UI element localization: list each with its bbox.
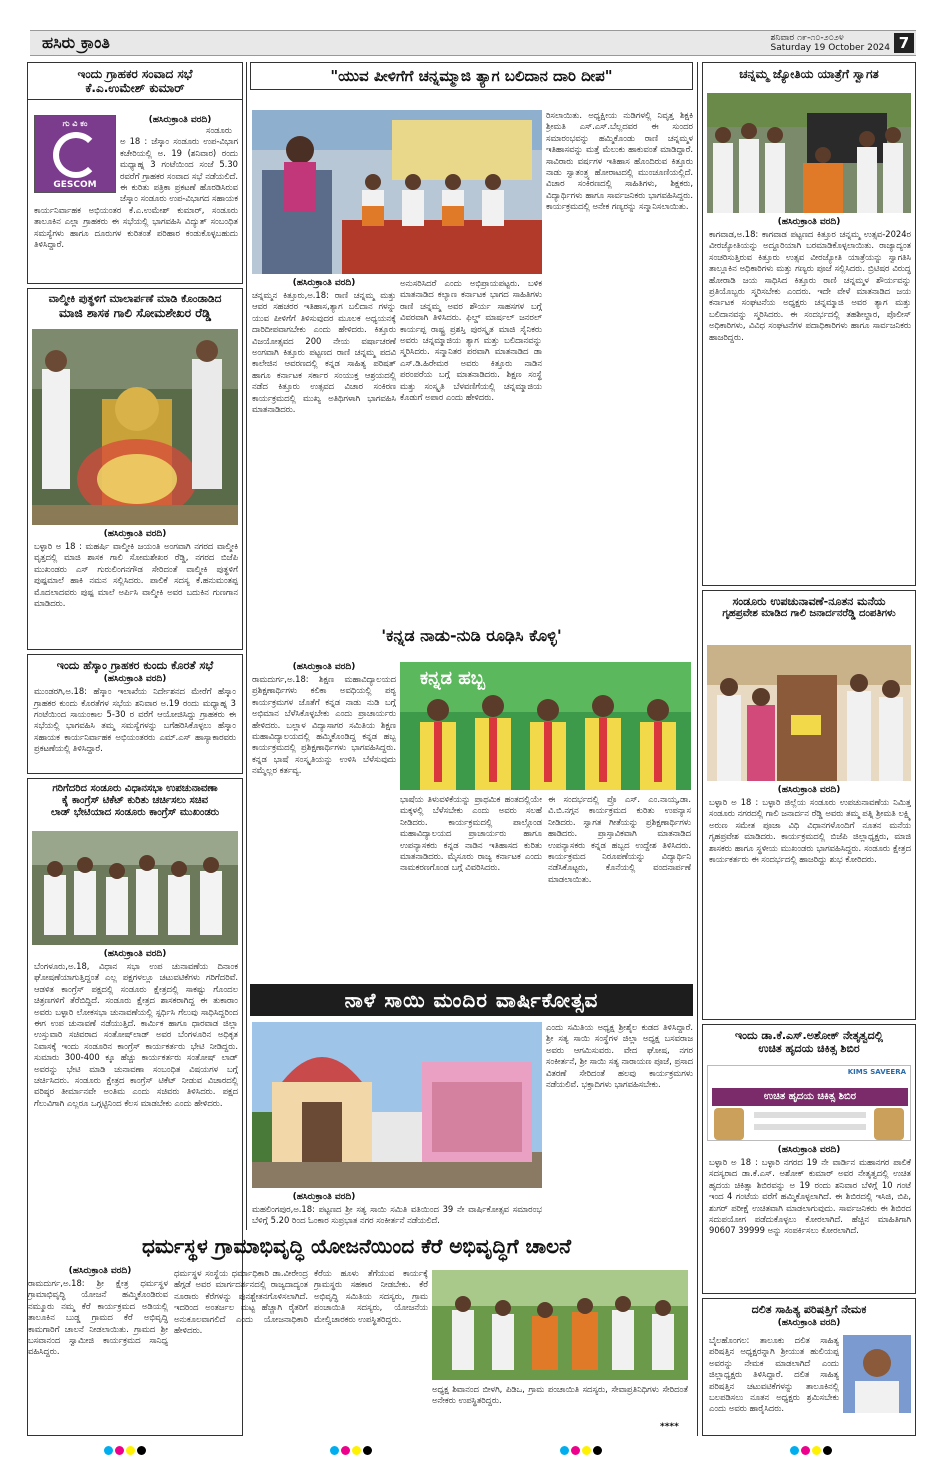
logo-text: ಗು ವಿ ಕಂ xyxy=(62,119,88,128)
headline-sub: ಮಾಜಿ ಶಾಸಕ ಗಾಲಿ ಸೋಮಶೇಖರ ರೆಡ್ಡಿ xyxy=(58,305,212,320)
end-mark: **** xyxy=(660,1422,679,1432)
headline-sub: ಗೃಹಪ್ರವೇಶ ಮಾಡಿದ ಗಾಲಿ ಜನಾರ್ದನರೆಡ್ಡಿ ದಂಪತಿಗಳು xyxy=(722,608,896,620)
article-dharmasthala xyxy=(20,1234,693,1436)
article-body: ಬಳ್ಳಾರಿ ಅ 18 : ಬಳ್ಳಾರಿ ನಗರದ 19 ನೇ ವಾರ್ಡಿನ ಮಹಾನಗರ ಪಾಲಿಕೆ ಸದಸ್ಯರಾದ ಡಾ.ಕೆ.ಎಸ್. ಅಶೋಕ್ ಕುಮಾರ್ ಅವರ ನೇತೃತ್ವದಲ್ಲಿ ಉಚಿತ ಹೃದಯ ಚಿಕಿತ್ಸಾ ಶಿಬಿರವನ್ನು ಅ 19 ರಂದು ಶನಿವಾರ ಬೆಳಿಗ್ಗೆ 10 ಗಂಟೆ ಇಂದ 4 ಗಂಟೆಯ ವರೆಗೆ ಹಮ್ಮಿಕೊಳ್ಳಲಾಗಿದೆ. ಈ ಶಿಬಿರದಲ್ಲಿ ಇಸಿಜಿ, ಬಿಪಿ, ಶುಗರ್ ಪರೀಕ್ಷೆ ಉಚಿತವಾಗಿ ಮಾಡಲಾಗುವುದು. ಸಾರ್ವಜನಿಕರು ಈ ಶಿಬಿರದ ಸದುಪಯೋಗ ಪಡೆದುಕೊಳ್ಳಲು ಕೋರಲಾಗಿದೆ. ಹೆಚ್ಚಿನ ಮಾಹಿತಿಗಾಗಿ 90607 39999 ಅನ್ನು ಸಂಪರ್ಕಿಸಲು ಕೋರಲಾಗಿದೆ. xyxy=(709,1157,911,1236)
headline: 'ಕನ್ನಡ ನಾಡು-ನುಡಿ ರೂಢಿಸಿ ಕೊಳ್ಳಿ' xyxy=(381,626,562,645)
center-column xyxy=(250,62,693,1437)
print-dot xyxy=(115,1446,124,1455)
griha-pravesha-photo xyxy=(707,645,911,781)
article-jyothi-yatra xyxy=(702,62,916,586)
article-col1: ರಾಮದುರ್ಗ,ಅ.18: ಶಿಕ್ಷಣ ಮಹಾವಿದ್ಯಾಲಯದ ಪ್ರಶಿಕ್ಷಣಾರ್ಥಿಗಳು ಕಲಿಕಾ ಅವಧಿಯಲ್ಲಿ ಪಠ್ಯ ಕಾರ್ಯಕ್ರಮಗಳ ಜೊತೆಗೆ ಕನ್ನಡ ನಾಡು ನುಡಿ ಬಗ್ಗೆ ಅಭಿಮಾನ ಬೆಳೆಸಿಕೊಳ್ಳಬೇಕು ಎಂದು ಪ್ರಾಚಾರ್ಯರು ಹೇಳಿದರು. ಬಲ್ಲಾಳ ವಿದ್ಯಾಸಾಗರ ಸಮಿತಿಯ ಶಿಕ್ಷಣ ಮಹಾವಿದ್ಯಾಲಯದಲ್ಲಿ ಹಮ್ಮಿಕೊಂಡಿದ್ದ ಕನ್ನಡ ಹಬ್ಬ ಕಾರ್ಯಕ್ರಮದಲ್ಲಿ ಪ್ರಶಿಕ್ಷಣಾರ್ಥಿಗಳು ಭಾಗವಹಿಸಿದ್ದರು. ಕನ್ನಡ ಭಾಷೆ ಸಂಸ್ಕೃತಿಯನ್ನು ಉಳಿಸಿ ಬೆಳೆಸುವುದು ನಮ್ಮೆಲ್ಲರ ಕರ್ತವ್ಯ. xyxy=(252,674,396,776)
headline: ಇಂದು ಗ್ರಾಹಕರ ಸಂವಾದ ಸಭೆ xyxy=(77,67,193,81)
poster-portrait-right xyxy=(874,1108,904,1140)
article-col2: ಎಂದು ಸಮಿತಿಯ ಅಧ್ಯಕ್ಷ ಶ್ರೀಶೈಲ ಕುಡದ ತಿಳಿಸಿದ್ದಾರೆ. ಶ್ರೀ ಸತ್ಯ ಸಾಯಿ ಸಂಸ್ಥೆಗಳ ಜಿಲ್ಲಾ ಅಧ್ಯಕ್ಷ ಬಸವರಾಜ ಅವರು ಆಗಮಿಸುವರು. ವೇದ ಘೋಷ, ನಗರ ಸಂಕೀರ್ತನೆ, ಶ್ರೀ ಸಾಯಿ ಸತ್ಯ ನಾರಾಯಣ ಪೂಜೆ, ಪ್ರಸಾದ ವಿತರಣೆ ಸೇರಿದಂತೆ ಹಲವು ಕಾರ್ಯಕ್ರಮಗಳು ನಡೆಯಲಿವೆ. ಭಕ್ತಾದಿಗಳು ಭಾಗವಹಿಸಬೇಕು. xyxy=(546,1022,693,1090)
poster-portrait-left xyxy=(714,1108,744,1140)
lake-ceremony-photo xyxy=(432,1270,688,1380)
print-dot xyxy=(790,1446,799,1455)
headline: "ಯುವ ಪೀಳಿಗೆಗೆ ಚನ್ನಮ್ಮಾಜಿ ತ್ಯಾಗ ಬಲಿದಾನ ದಾರಿ ದೀಪ" xyxy=(250,62,693,90)
page-number: 7 xyxy=(894,33,914,53)
dateline: (ಹಸಿರುಕ್ರಾಂತಿ ವರದಿ) xyxy=(777,785,841,795)
dateline: (ಹಸಿರುಕ್ರಾಂತಿ ವರದಿ) xyxy=(777,1318,841,1329)
print-dot xyxy=(801,1446,810,1455)
article-body: ಬೆಂಗಳೂರು,ಅ.18, ವಿಧಾನ ಸಭಾ ಉಪ ಚುನಾವಣೆಯ ದಿನಾಂಕ ಘೋಷಣೆಯಾಗುತ್ತಿದ್ದಂತೆ ಎಲ್ಲ ಪಕ್ಷಗಳಲ್ಲೂ ಚಟುವಟಿಕೆಗಳು ಗರಿಗೆದರಿವೆ. ಆಡಳಿತ ಕಾಂಗ್ರೆಸ್ ಪಕ್ಷದಲ್ಲಿ ಸಂಡೂರು ಕ್ಷೇತ್ರದಲ್ಲಿ ಸಾಕಷ್ಟು ಗೊಂದಲ ಚಿತ್ರಣಗಳಿಗೆ ತೆರೆಬಿದ್ದಿದೆ. ಸಂಡೂರು ಕ್ಷೇತ್ರದ ಶಾಸಕರಾಗಿದ್ದ ಈ ತುಕಾರಾಂ ಅವರು ಬಳ್ಳಾರಿ ಲೋಕಸಭಾ ಚುನಾವಣೆಯಲ್ಲಿ ಸ್ಪರ್ಧಿಸಿ ಗೆಲುವು ಸಾಧಿಸಿದ್ದರಿಂದ ಈಗ ಉಪ ಚುನಾವಣೆ ನಡೆಯುತ್ತಿದೆ. ಕಾರ್ಮಿಕ ಹಾಗೂ ಧಾರವಾಡ ಜಿಲ್ಲಾ ಉಸ್ತುವಾರಿ ಸಚಿವರಾದ ಸಂತೋಷ್‌ಲಾಡ್ ಅವರ ಬೆಂಗಳೂರಿನ ಅಧಿಕೃತ ನಿವಾಸಕ್ಕೆ ಇಂದು ಸಂಡೂರಿನ ಕಾಂಗ್ರೆಸ್ ಕಾರ್ಯಕರ್ತರು ಭೇಟಿ ನೀಡಿದ್ದರು. ಸುಮಾರು 300-400 ಕ್ಕೂ ಹೆಚ್ಚು ಕಾರ್ಯಕರ್ತರು ಸಂತೋಷ್ ಲಾಡ್ ಅವರನ್ನು ಭೇಟಿ ಮಾಡಿ ಚುನಾವಣಾ ಸಂಬಂಧಿತ ವಿಷಯಗಳ ಬಗ್ಗೆ ಚರ್ಚಿಸಿದರು. ಸಂಡೂರು ಕ್ಷೇತ್ರದ ಕಾಂಗ್ರೆಸ್ ಟಿಕೆಟ್ ನೀಡುವ ವಿಚಾರದಲ್ಲಿ ವರಿಷ್ಠರ ತೀರ್ಮಾನವೇ ಅಂತಿಮ ಎಂದು ಸಚಿವರು ತಿಳಿಸಿದರು. ಪಕ್ಷದ ಗೆಲುವಿಗಾಗಿ ಎಲ್ಲರೂ ಒಗ್ಗಟ್ಟಿನಿಂದ ಕೆಲಸ ಮಾಡಬೇಕು ಎಂದು ಹೇಳಿದರು. xyxy=(34,961,238,1108)
seminar-photo xyxy=(252,110,542,274)
article-col3: ಕೆರೆಯ ಹೂಳು ತೆಗೆಯುವ ಕಾರ್ಯಕ್ಕೆ ಗ್ರಾಮಸ್ಥರು ಸಹಕಾರ ನೀಡಬೇಕು. ಕೆರೆ ಅಭಿವೃದ್ಧಿ ಸಮಿತಿಯ ಸದಸ್ಯರು, ಗ್ರಾಮ ಪಂಚಾಯಿತಿ ಸದಸ್ಯರು, ಯೋಜನೆಯ ಮೇಲ್ವಿಚಾರಕರು ಉಪಸ್ಥಿತರಿದ್ದರು. xyxy=(314,1268,428,1324)
dateline: (ಹಸಿರುಕ್ರಾಂತಿ ವರದಿ) xyxy=(777,217,841,227)
jyothi-yatra-photo xyxy=(707,93,911,213)
yatra-image xyxy=(707,93,911,213)
headline: ಗರಿಗೆದರಿದ ಸಂಡೂರು ವಿಧಾನಸಭಾ ಉಪಚುನಾವಣಾ xyxy=(52,783,218,794)
headline: ದಲಿತ ಸಾಹಿತ್ಯ ಪರಿಷತ್ತಿಗೆ ನೇಮಕ xyxy=(751,1303,867,1316)
poster-title: ಉಚಿತ ಹೃದಯ ಚಿಕಿತ್ಸ ಶಿಬಿರ xyxy=(712,1088,908,1106)
dateline: (ಹಸಿರುಕ್ರಾಂತಿ ವರದಿ) xyxy=(68,1266,132,1276)
article-col3: ಈ ಸಂದರ್ಭದಲ್ಲಿ ಪ್ರೊ ಎಸ್. ಎಂ.ನಾಯ್ಕ,ಡಾ. ವಿ.ಬಿ.ನಗ್ಗನ ಕಾರ್ಯಕ್ರಮದ ಕುರಿತು ಉಪನ್ಯಾಸ ನೀಡಿದರು. ಸ್ವಾಗತ ಗೀತೆಯನ್ನು ಪ್ರಶಿಕ್ಷಣಾರ್ಥಿಗಳು ಹಾಡಿದರು. ಪ್ರಾಸ್ತಾವಿಕವಾಗಿ ಮಾತನಾಡಿದ ಉಪನ್ಯಾಸಕರು ಕನ್ನಡ ಹಬ್ಬದ ಉದ್ದೇಶ ತಿಳಿಸಿದರು. ಕಾರ್ಯಕ್ರಮದ ನಿರೂಪಣೆಯನ್ನು ವಿದ್ಯಾರ್ಥಿನಿ ನಡೆಸಿಕೊಟ್ಟರು, ಕೊನೆಯಲ್ಲಿ ವಂದನಾರ್ಪಣೆ ಮಾಡಲಾಯಿತು. xyxy=(548,794,691,884)
print-dot xyxy=(126,1446,135,1455)
heart-camp-poster xyxy=(707,1065,911,1141)
header-date xyxy=(770,33,890,53)
print-marks-1 xyxy=(104,1440,148,1459)
dateline: (ಹಸಿರುಕ್ರಾಂತಿ ವರದಿ) xyxy=(777,1145,841,1155)
dateline: (ಹಸಿರುಕ್ರಾಂತಿ ವರದಿ) xyxy=(103,674,167,685)
dateline: (ಹಸಿರುಕ್ರಾಂತಿ ವರದಿ) xyxy=(292,1192,356,1202)
article-kannada-habba xyxy=(250,624,693,970)
article-griha-pravesha xyxy=(702,590,916,1020)
print-dot xyxy=(593,1446,602,1455)
kannada-habba-photo xyxy=(400,662,691,790)
article-body: ಕಾಗವಾಡ,ಅ.18: ಕಾಗವಾಡ ಪಟ್ಟಣದ ಕಿತ್ತೂರ ಚನ್ನಮ್ಮ ಉತ್ಸವ-2024ರ ವೀರಜ್ಯೋತಿಯನ್ನು ಅದ್ದೂರಿಯಾಗಿ ಬರಮಾಡಿಕೊಳ್ಳಲಾಯಿತು. ರಾಜ್ಯಾದ್ಯಂತ ಸಂಚರಿಸುತ್ತಿರುವ ಕಿತ್ತೂರು ಉತ್ಸವ ವೀರಜ್ಯೋತಿ ಯಾತ್ರೆಯನ್ನು ಸ್ವಾಗತಿಸಿ ತಾಲ್ಲೂಕಿನ ಅಧಿಕಾರಿಗಳು ಮತ್ತು ಗಣ್ಯರು ಪೂಜೆ ಸಲ್ಲಿಸಿದರು. ಬ್ರಿಟಿಷರ ವಿರುದ್ಧ ಹೋರಾಡಿ ಜಯ ಸಾಧಿಸಿದ ಕಿತ್ತೂರು ರಾಣಿ ಚನ್ನಮ್ಮಳ ಶೌರ್ಯವನ್ನು ಪ್ರತಿಯೊಬ್ಬರು ಸ್ಮರಿಸಬೇಕು ಎಂದರು. ಇದೇ ವೇಳೆ ಮಾತನಾಡಿದ ಜಯ ಕರ್ನಾಟಕ ಸಂಘಟನೆಯ ಅಧ್ಯಕ್ಷರು ಚನ್ನಮ್ಮಾಜಿ ಅವರ ತ್ಯಾಗ ಮತ್ತು ಬಲಿದಾನವನ್ನು ಸ್ಮರಿಸಿದರು. ಈ ಸಂದರ್ಭದಲ್ಲಿ ತಹಶೀಲ್ದಾರ, ಪೊಲೀಸ್ ಅಧಿಕಾರಿಗಳು, ವಿವಿಧ ಸಂಘಟನೆಗಳ ಪದಾಧಿಕಾರಿಗಳು ಹಾಗೂ ಸಾರ್ವಜನಿಕರು ಹಾಜರಿದ್ದರು. xyxy=(709,229,911,342)
print-dot xyxy=(571,1446,580,1455)
dateline: (ಹಸಿರುಕ್ರಾಂತಿ ವರದಿ) xyxy=(103,949,167,959)
article-dalita-sahitya xyxy=(702,1298,916,1436)
article-body: ಬಳ್ಳಾರಿ ಅ 18 : ಮಹರ್ಷಿ ವಾಲ್ಮೀಕಿ ಜಯಂತಿ ಅಂಗವಾಗಿ ನಗರದ ವಾಲ್ಮೀಕಿ ವೃತ್ತದಲ್ಲಿ ಮಾಜಿ ಶಾಸಕ ಗಾಲಿ ಸೋಮಶೇಖರ ರೆಡ್ಡಿ, ನಗರದ ಬಿಜೆಪಿ ಮುಖಂಡರು ಎಸ್ ಗುರುಲಿಂಗನಗೌಡ ಸೇರಿದಂತೆ ವಾಲ್ಮೀಕಿ ಪುತ್ಥಳಿಗೆ ಪುಷ್ಪಮಾಲೆ ಹಾಕಿ ನಮನ ಸಲ್ಲಿಸಿದರು. ಪಾಲಿಕೆ ಸದಸ್ಯ ಕೆ.ಹನುಮಂತಪ್ಪ ಮೊದಲಾದವರು ಪುಷ್ಪ ಮಾಲೆ ಅರ್ಪಿಸಿ ವಾಲ್ಮೀಕಿ ಅವರ ಬದುಕಿನ ಗುಣಗಾನ ಮಾಡಿದರು. xyxy=(34,541,238,609)
article-heart-camp xyxy=(702,1024,916,1294)
article-body: ಬೈಲಹೊಂಗಲ: ತಾಲೂಕು ದಲಿತ ಸಾಹಿತ್ಯ ಪರಿಷತ್ತಿನ ಅಧ್ಯಕ್ಷರನ್ನಾಗಿ ಶ್ರೀಯುತ ಹುಲಿಯಪ್ಪ ಅವರನ್ನು ನೇಮಕ ಮಾಡಲಾಗಿದೆ ಎಂದು ಜಿಲ್ಲಾಧ್ಯಕ್ಷರು ತಿಳಿಸಿದ್ದಾರೆ. ದಲಿತ ಸಾಹಿತ್ಯ ಪರಿಷತ್ತಿನ ಚಟುವಟಿಕೆಗಳನ್ನು ತಾಲೂಕಿನಲ್ಲಿ ಬಲಪಡಿಸಲು ನೂತನ ಅಧ್ಯಕ್ಷರು ಶ್ರಮಿಸಬೇಕು ಎಂದು ಅವರು ಹಾರೈಸಿದರು. xyxy=(709,1335,839,1414)
headline: ಸಂಡೂರು ಉಪಚುನಾವಣೆ-ನೂತನ ಮನೆಯ xyxy=(732,595,886,608)
article-col1: ಮಹಲಿಂಗಪುರ,ಅ.18: ಪಟ್ಟಣದ ಶ್ರೀ ಸತ್ಯ ಸಾಯಿ ಸಮಿತಿ ವತಿಯಿಂದ 39 ನೇ ವಾರ್ಷಿಕೋತ್ಸವ ಸಮಾರಂಭ ಬೆಳಿಗ್ಗೆ 5.20 ರಿಂದ ಓಂಕಾರ ಸುಪ್ರಭಾತ ನಗರ ಸಂಕೀರ್ತನೆ ನಡೆಯಲಿದೆ. xyxy=(252,1204,542,1226)
print-dot xyxy=(812,1446,821,1455)
article-col1: ರಾಮದುರ್ಗ,ಅ.18: ಶ್ರೀ ಕ್ಷೇತ್ರ ಧರ್ಮಸ್ಥಳ ಗ್ರಾಮಾಭಿವೃದ್ಧಿ ಯೋಜನೆ ಹಮ್ಮಿಕೊಂಡಿರುವ ನಮ್ಮೂರು ನಮ್ಮ ಕೆರೆ ಕಾರ್ಯಕ್ರಮದ ಅಡಿಯಲ್ಲಿ ತಾಲೂಕಿನ ಬುಡ್ಡ ಗ್ರಾಮದ ಕೆರೆ ಅಭಿವೃದ್ಧಿ ಕಾಮಗಾರಿಗೆ ಚಾಲನೆ ನೀಡಲಾಯಿತು. ಗ್ರಾಮದ ಶ್ರೀ ಬಸವಾನಂದ ಸ್ವಾಮೀಜಿ ಕಾರ್ಯಕ್ರಮದ ಸಾನಿಧ್ಯ ವಹಿಸಿದ್ದರು. xyxy=(28,1278,168,1357)
print-marks-2 xyxy=(330,1440,374,1459)
print-dot xyxy=(560,1446,569,1455)
right-column xyxy=(702,62,916,1437)
house-warming-image xyxy=(707,645,911,781)
print-dot xyxy=(330,1446,339,1455)
print-dot xyxy=(137,1446,146,1455)
dateline: (ಹಸಿರುಕ್ರಾಂತಿ ವರದಿ) xyxy=(148,115,212,125)
article-body: ಸಂಡೂರು ಅ 18 : ಜೆಸ್ಕಾಂ ಸಂಡೂರು ಉಪ-ವಿಭಾಗ ಕಚೇರಿಯಲ್ಲಿ ಅ. 19 (ಶನಿವಾರ) ರಂದು ಮಧ್ಯಾಹ್ನ 3 ಗಂಟೆಯಿಂದ ಸಂಜೆ 5.30 ರವರೆಗೆ ಗ್ರಾಹಕರ ಸಂವಾದ ಸಭೆ ನಡೆಯಲಿದೆ. ಈ ಕುರಿತು ಪತ್ರಿಕಾ ಪ್ರಕಟಣೆ ಹೊರಡಿಸಿರುವ ಜೆಸ್ಕಾಂ ಸಂಡೂರು ಉಪ-ವಿಭಾಗದ ಸಹಾಯಕ ಕಾರ್ಯನಿರ್ವಾಹಕ ಅಭಿಯಂತರ ಕೆ.ಎ.ಉಮೇಶ್ ಕುಮಾರ್, ಸಂಡೂರು ತಾಲೂಕಿನ ಎಲ್ಲಾ ಗ್ರಾಹಕರು ಈ ಸಭೆಯಲ್ಲಿ ಭಾಗವಹಿಸಿ ವಿದ್ಯುತ್ ಸಂಬಂಧಿತ ಸಮಸ್ಯೆಗಳು ಹಾಗೂ ದೂರುಗಳ ಕುರಿತಂತೆ ಪರಿಹಾರ ಕಂಡುಕೊಳ್ಳಬಹುದು ತಿಳಿಸಿದ್ದಾರೆ. xyxy=(34,125,238,250)
person-portrait-image xyxy=(843,1335,911,1413)
headline: ವಾಲ್ಮೀಕಿ ಪುತ್ಥಳಿಗೆ ಮಾಲಾರ್ಪಣೆ ಮಾಡಿ ಕೊಂಡಾಡಿದ xyxy=(48,293,222,305)
print-dot xyxy=(823,1446,832,1455)
print-dot xyxy=(363,1446,372,1455)
headline: ನಾಳೆ ಸಾಯಿ ಮಂದಿರ ವಾರ್ಷಿಕೋತ್ಸವ xyxy=(250,984,693,1016)
date-english: Saturday 19 October 2024 xyxy=(770,43,890,53)
dateline: (ಹಸಿರುಕ್ರಾಂತಿ ವರದಿ) xyxy=(292,278,356,288)
valmiki-statue-image xyxy=(32,329,238,525)
congress-meeting-photo xyxy=(32,831,238,945)
temple-building-image xyxy=(252,1022,542,1188)
article-channamma-seminar xyxy=(250,62,693,622)
print-dot xyxy=(582,1446,591,1455)
date-kannada: ಶನಿವಾರ ೧೯-೧೦-೨೦೨೪ xyxy=(770,33,844,43)
valmiki-photo xyxy=(32,329,238,525)
ceremony-image xyxy=(432,1270,688,1380)
headline-sub: ಕೆ.ಎ.ಉಮೇಶ್ ಕುಮಾರ್ xyxy=(28,81,242,99)
dateline: (ಹಸಿರುಕ್ರಾಂತಿ ವರದಿ) xyxy=(103,529,167,539)
article-col2: ಭಾಷೆಯ ತಿಳುವಳಿಕೆಯನ್ನು ಪ್ರಾಥಮಿಕ ಹಂತದಲ್ಲಿಯೇ ಮಕ್ಕಳಲ್ಲಿ ಬೆಳೆಸಬೇಕು ಎಂದು ಅವರು ಸಲಹೆ ನೀಡಿದರು. ಕಾರ್ಯಕ್ರಮದಲ್ಲಿ ಪಾಲ್ಗೊಂಡ ಮಹಾವಿದ್ಯಾಲಯದ ಪ್ರಾಚಾರ್ಯರು ಹಾಗೂ ಉಪನ್ಯಾಸಕರು ಕನ್ನಡ ನಾಡಿನ ಇತಿಹಾಸದ ಕುರಿತು ಮಾತನಾಡಿದರು. ಮೈಸೂರು ರಾಜ್ಯ ಕರ್ನಾಟಕ ಎಂದು ನಾಮಕರಣಗೊಂಡ ಬಗ್ಗೆ ವಿವರಿಸಿದರು. xyxy=(400,794,542,873)
print-dot xyxy=(104,1446,113,1455)
column-rule-left xyxy=(246,62,247,1230)
page-header xyxy=(30,30,916,56)
portrait-photo xyxy=(843,1335,911,1413)
article-gescom xyxy=(27,62,243,284)
sai-mandir-photo xyxy=(252,1022,542,1188)
logo-name: GESCOM xyxy=(53,180,97,190)
article-col3: ರಿಸಲಾಯಿತು. ಅಧ್ಯಕ್ಷೀಯ ನುಡಿಗಳಲ್ಲಿ ನಿವೃತ್ತ ಶಿಕ್ಷಕಿ ಶ್ರೀಮತಿ ಎಸ್.ಎಸ್.ಬೆಲ್ಲದವರ ಈ ಸುಂದರ ಸಮಾರಂಭವನ್ನು ಹಮ್ಮಿಕೊಂಡು ರಾಣಿ ಚನ್ನಮ್ಮಳ ಇತಿಹಾಸವನ್ನು ಮತ್ತೆ ಮೆಲುಕು ಹಾಕುವಂತೆ ಮಾಡಿದ್ದಾರೆ. ಸಾವಿರಾರು ವರ್ಷಗಳ ಇತಿಹಾಸ ಹೊಂದಿರುವ ಕಿತ್ತೂರು ನಾಡು ಸ್ವಾತಂತ್ರ್ಯ ಹೋರಾಟದಲ್ಲಿ ಮುಂಚೂಣಿಯಲ್ಲಿದೆ. ವಿಚಾರ ಸಂಕಿರಣದಲ್ಲಿ ಸಾಹಿತಿಗಳು, ಶಿಕ್ಷಕರು, ವಿದ್ಯಾರ್ಥಿಗಳು ಹಾಗೂ ಸಾರ್ವಜನಿಕರು ಭಾಗವಹಿಸಿದ್ದರು. ಕಾರ್ಯಕ್ರಮದಲ್ಲಿ ಅನೇಕ ಗಣ್ಯರನ್ನು ಸನ್ಮಾನಿಸಲಾಯಿತು. xyxy=(546,110,693,212)
banner-text: ಕನ್ನಡ ಹಬ್ಬ xyxy=(420,668,485,689)
headline-line3: ಲಾಡ್ ಭೇಟಿಯಾದ ಸಂಡೂರು ಕಾಂಗ್ರೆಸ್ ಮುಖಂಡರು xyxy=(50,807,220,818)
hospital-name: KIMS SAVEERA xyxy=(847,1068,906,1076)
article-body: ಬಳ್ಳಾರಿ ಅ 18 : ಬಳ್ಳಾರಿ ಜಿಲ್ಲೆಯ ಸಂಡೂರು ಉಪಚುನಾವಣೆಯ ನಿಮಿತ್ತ ಸಂಡೂರು ನಗರದಲ್ಲಿ ಗಾಲಿ ಜನಾರ್ದನ ರೆಡ್ಡಿ ಅವರು ತಮ್ಮ ಪತ್ನಿ ಶ್ರೀಮತಿ ಲಕ್ಷ್ಮಿ ಅರುಣ ಸಮೇತ ಪೂಜಾ ವಿಧಿ ವಿಧಾನಗಳೊಂದಿಗೆ ನೂತನ ಮನೆಯ ಗೃಹಪ್ರವೇಶ ಮಾಡಿದರು. ಕಾರ್ಯಕ್ರಮದಲ್ಲಿ ಬಿಜೆಪಿ ಜಿಲ್ಲಾಧ್ಯಕ್ಷರು, ಮಾಜಿ ಶಾಸಕರು ಹಾಗೂ ಸ್ಥಳೀಯ ಮುಖಂಡರು ಭಾಗವಹಿಸಿದ್ದರು. ಸಂಡೂರು ಕ್ಷೇತ್ರದ ಕಾರ್ಯಕರ್ತರು ಈ ಸಂದರ್ಭದಲ್ಲಿ ಹಾಜರಿದ್ದು ಶುಭ ಕೋರಿದರು. xyxy=(709,797,911,865)
headline-line2: ಕೈ ಕಾಂಗ್ರೆಸ್ ಟಿಕೆಟ್ ಕುರಿತು ಚರ್ಚಿಸಲು ಸಚಿವ xyxy=(61,795,209,806)
article-col2: ಧರ್ಮಸ್ಥಳ ಸಂಸ್ಥೆಯ ಧರ್ಮಾಧಿಕಾರಿ ಡಾ.ವೀರೇಂದ್ರ ಹೆಗ್ಗಡೆ ಅವರ ಮಾರ್ಗದರ್ಶನದಲ್ಲಿ ರಾಜ್ಯದಾದ್ಯಂತ ನೂರಾರು ಕೆರೆಗಳನ್ನು ಪುನಶ್ಚೇತನಗೊಳಿಸಲಾಗಿದೆ. ಇದರಿಂದ ಅಂತರ್ಜಲ ಮಟ್ಟ ಹೆಚ್ಚಾಗಿ ರೈತರಿಗೆ ಅನುಕೂಲವಾಗಲಿದೆ ಎಂದು ಯೋಜನಾಧಿಕಾರಿ ಹೇಳಿದರು. xyxy=(174,1268,308,1336)
headline: ಧರ್ಮಸ್ಥಳ ಗ್ರಾಮಾಭಿವೃದ್ಧಿ ಯೋಜನೆಯಿಂದ ಕೆರೆ ಅಭಿವೃದ್ಧಿಗೆ ಚಾಲನೆ xyxy=(141,1234,572,1258)
column-rule-right xyxy=(697,62,698,1436)
left-column xyxy=(27,62,243,1437)
headline: ಚನ್ನಮ್ಮ ಜ್ಯೋತಿಯ ಯಾತ್ರೆಗೆ ಸ್ವಾಗತ xyxy=(739,67,879,81)
article-col1: ಚನ್ನಮ್ಮನ ಕಿತ್ತೂರು,ಅ.18: ರಾಣಿ ಚನ್ನಮ್ಮ ಮತ್ತು ಆವರ ಸಹಚರರ ಇತಿಹಾಸ,ತ್ಯಾಗ ಬಲಿದಾನ ಗಳನ್ನು ಯುವ ಪೀಳಿಗೆಗೆ ತಿಳಿಸುವುದರ ಮೂಲಕ ಅಧ್ಯಯನಕ್ಕೆ ದಾರಿದೀಪವಾಗಬೇಕು ಎಂದು ಹೇಳಿದರು. ಕಿತ್ತೂರು ವಿಜಯೋತ್ಸವದ 200 ನೇಯ ವರ್ಷಾಚರಣೆ ಅಂಗವಾಗಿ ಕಿತ್ತೂರು ಪಟ್ಟಣದ ರಾಣಿ ಚನ್ನಮ್ಮ ಪದವಿ ಕಾಲೇಜಿನ ಆವರಣದಲ್ಲಿ ಕನ್ನಡ ಸಾಹಿತ್ಯ ಪರಿಷತ್ ಹಾಗೂ ಕರ್ನಾಟಕ ಸರ್ಕಾರ ಸಂಯುಕ್ತ ಆಶ್ರಯದಲ್ಲಿ ನಡೆದ ಕಿತ್ತೂರು ಉತ್ಸವದ ವಿಚಾರ ಸಂಕಿರಣ ಕಾರ್ಯಕ್ರಮದಲ್ಲಿ ಮುಖ್ಯ ಅತಿಥಿಗಳಾಗಿ ಭಾಗವಹಿಸಿ ಮಾತನಾಡಿದರು. xyxy=(252,290,396,415)
dateline: (ಹಸಿರುಕ್ರಾಂತಿ ವರದಿ) xyxy=(292,662,356,672)
article-col4: ಅಧ್ಯಕ್ಷ ಶಿವಾನಂದ ಬೀಳಗಿ, ಪಿಡಿಒ, ಗ್ರಾಮ ಪಂಚಾಯಿತಿ ಸದಸ್ಯರು, ಸೇವಾಪ್ರತಿನಿಧಿಗಳು ಸೇರಿದಂತೆ ಅನೇಕರು ಉಪಸ್ಥಿತರಿದ್ದರು. xyxy=(432,1384,688,1406)
headline: ಇಂದು ಹೆಸ್ಕಾಂ ಗ್ರಾಹಕರ ಕುಂದು ಕೊರತೆ ಸಭೆ xyxy=(56,659,214,672)
article-body: ಮುಂಡರಗಿ,ಅ.18: ಹೆಸ್ಕಾಂ ಇಲಾಖೆಯ ನಿರ್ದೇಶನದ ಮೇರೆಗೆ ಹೆಸ್ಕಾಂ ಗ್ರಾಹಕರ ಕುಂದು ಕೊರತೆಗಳ ಸಭೆಯ ಶನಿವಾರ ಅ.19 ರಂದು ಮಧ್ಯಾಹ್ನ 3 ಗಂಟೆಯಿಂದ ಸಾಯಂಕಾಲ 5-30 ರ ವರೆಗೆ ಆಯೋಜಿಸಿದ್ದು ಗ್ರಾಹಕರು ಈ ಸಭೆಯಲ್ಲಿ ಭಾಗವಹಿಸಿ ತಮ್ಮ ಸಮಸ್ಯೆಗಳನ್ನು ಬಗೆಹರಿಸಿಕೊಳ್ಳಲು ಹೆಸ್ಕಾಂ ಸಹಾಯಕ ಕಾರ್ಯನಿರ್ವಾಹಕ ಅಭಿಯಂತರರು ಎಮ್.ಎಸ್ ಹಾಸ್ಯಾಕಾರವರು ಪ್ರಕಟಣೆಯಲ್ಲಿ ತಿಳಿಸಿದ್ದಾರೆ. xyxy=(34,686,236,754)
print-marks-4 xyxy=(790,1440,834,1459)
article-col2: ಅನುಸರಿಸಿದರೆ ಎಂದು ಅಭಿಪ್ರಾಯಪಟ್ಟರು. ಬಳಿಕ ಮಾತನಾಡಿದ ಕಲ್ಯಾಣ ಕರ್ನಾಟಕ ಭಾಗದ ಸಾಹಿತಿಗಳು ರಾಣಿ ಚನ್ನಮ್ಮ ಅವರ ಶೌರ್ಯ ಸಾಹಸಗಳ ಬಗ್ಗೆ ವಿವರವಾಗಿ ತಿಳಿಸಿದರು. ಫಿಲ್ಡ್ ಮಾರ್ಷಲ್ ಜನರಲ್ ಕಾರ್ಯಪ್ಪ ರಾಷ್ಟ್ರ ಪ್ರಶಸ್ತಿ ಪುರಸ್ಕೃತ ಮಾಜಿ ಸೈನಿಕರು ಅವರು ಚನ್ನಮ್ಮಾಜಿಯ ತ್ಯಾಗ ಮತ್ತು ಬಲಿದಾನವನ್ನು ಸ್ಮರಿಸಿದರು. ಸನ್ಮಾನಿತರ ಪರವಾಗಿ ಮಾತನಾಡಿದ ಡಾ ಎಸ್.ಡಿ.ಹಿರೇಮಠ ಅವರು ಕಿತ್ತೂರು ನಾಡಿನ ಪರಂಪರೆಯ ಬಗ್ಗೆ ಮಾತನಾಡಿದರು. ಶಿಕ್ಷಣ ಸಂಸ್ಥೆ ಮತ್ತು ಸಂಸ್ಕೃತಿ ಬೆಳವಣಿಗೆಯಲ್ಲಿ ಚನ್ನಮ್ಮಾಜಿಯ ಕೊಡುಗೆ ಅಪಾರ ಎಂದು ಹೇಳಿದರು. xyxy=(400,278,542,403)
seminar-stage-image xyxy=(252,110,542,274)
headline-sub: ಉಚಿತ ಹೃದಯ ಚಿಕಿತ್ಸ ಶಿಬಿರ xyxy=(758,1042,860,1056)
article-hescom xyxy=(27,654,243,774)
print-dot xyxy=(352,1446,361,1455)
print-dot xyxy=(341,1446,350,1455)
meeting-image xyxy=(32,831,238,945)
headline: ಇಂದು ಡಾ.ಕೆ.ಎಸ್.ಅಶೋಕ್ ನೇತೃತ್ವದಲ್ಲಿ xyxy=(734,1029,884,1042)
article-valmiki xyxy=(27,288,243,650)
print-marks-3 xyxy=(560,1440,604,1459)
masthead: ಹಸಿರು ಕ್ರಾಂತಿ xyxy=(42,33,110,52)
